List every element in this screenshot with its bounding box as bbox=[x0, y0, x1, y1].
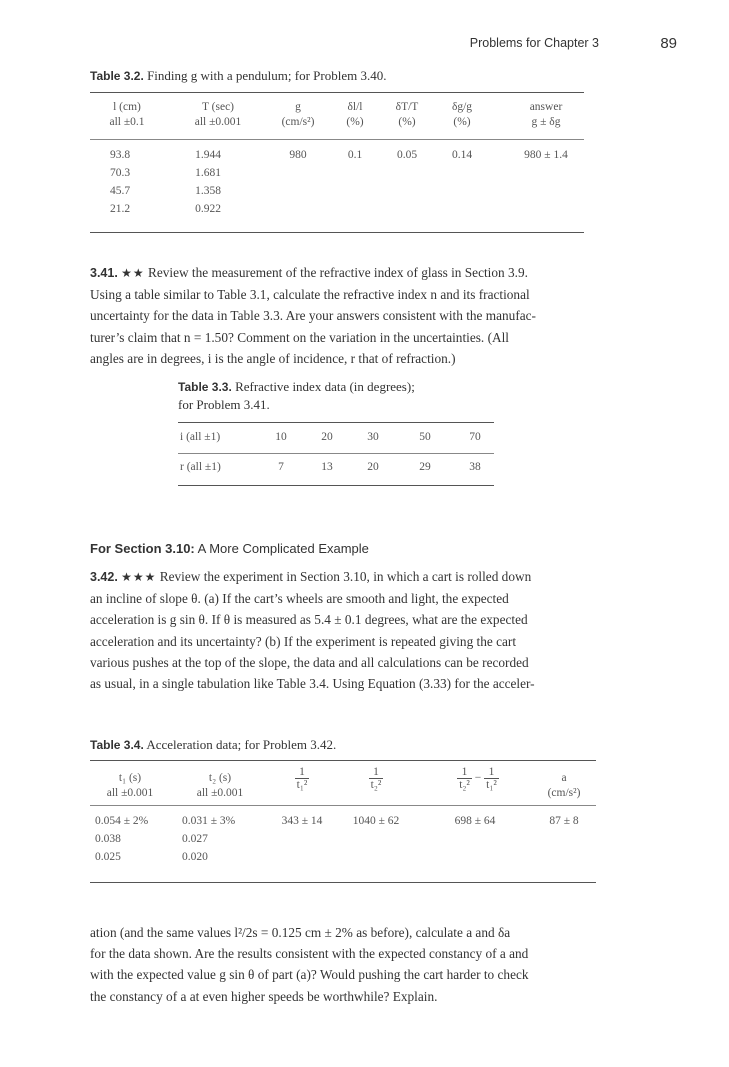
table-label: Table 3.2. bbox=[90, 69, 144, 83]
running-head bbox=[0, 36, 729, 56]
column-header: $\frac{1}{\text{t₂²}}$ − $\frac{1}{\text{t₁²}}$ bbox=[459, 766, 497, 791]
table-header-rule bbox=[90, 139, 584, 140]
table-3-4-caption: Table 3.4. Acceleration data; for Problem 3.42. bbox=[90, 737, 337, 752]
table-top-rule bbox=[90, 760, 596, 761]
problem-first-line: 3.41. ★★ Review the measurement of the refractive index of glass in Section 3.9. bbox=[90, 265, 528, 280]
page-number: 89 bbox=[660, 35, 677, 52]
table-bottom-rule bbox=[90, 232, 584, 233]
column-header: δT/T (%) bbox=[395, 101, 419, 128]
problem-line: as usual, in a single tabulation like Table 3.4. Using Equation (3.33) for the acceler- bbox=[90, 676, 535, 692]
table-label: Table 3.3. bbox=[178, 380, 232, 394]
table-label: Table 3.4. bbox=[90, 738, 144, 752]
column-header: $\frac{1}{\text{t₁²}}$ bbox=[296, 766, 308, 791]
table-top-rule bbox=[90, 92, 584, 93]
problem-line: acceleration is g sin θ. If θ is measured as 5.4 ± 0.1 degrees, what are the expected bbox=[90, 612, 528, 628]
difficulty-stars-icon: ★★ bbox=[121, 266, 145, 280]
problem-line: the constancy of a at even higher speeds be worthwhile? Explain. bbox=[90, 988, 438, 1004]
running-title: Problems for Chapter 3 bbox=[469, 36, 599, 50]
problem-3-42 bbox=[90, 566, 595, 694]
column-header: a (cm/s²) bbox=[547, 772, 581, 799]
problem-line: ation (and the same values l²/2s = 0.125 cm ± 2% as before), calculate a and δa bbox=[90, 925, 511, 940]
difficulty-stars-icon: ★★★ bbox=[121, 570, 157, 584]
table-3-3-caption: Table 3.3. Refractive index data (in degrees); for Problem 3.41. bbox=[178, 379, 415, 412]
column-header: δl/l (%) bbox=[346, 101, 364, 128]
problem-line: an incline of slope θ. (a) If the cart’s wheels are smooth and light, the expected bbox=[90, 591, 509, 607]
problem-line: Using a table similar to Table 3.1, calculate the refractive index n and its fractional bbox=[90, 287, 530, 303]
table-row-rule bbox=[178, 453, 494, 454]
table-caption-text: Finding g with a pendulum; for Problem 3.40. bbox=[147, 68, 387, 83]
problem-3-41 bbox=[90, 262, 595, 369]
table-bottom-rule bbox=[178, 485, 494, 486]
column-header: g (cm/s²) bbox=[281, 101, 315, 128]
table-bottom-rule bbox=[90, 882, 596, 883]
problem-number: 3.41. bbox=[90, 266, 118, 280]
table-3-2-caption bbox=[90, 68, 386, 84]
problem-line: turer’s claim that n = 1.50? Comment on the variation in the uncertainties. (All bbox=[90, 329, 509, 345]
problem-line: various pushes at the top of the slope, the data and all calculations can be recorded bbox=[90, 654, 529, 670]
section-heading: For Section 3.10: A More Complicated Example bbox=[90, 541, 369, 556]
problem-first-line: 3.42. ★★★ Review the experiment in Section 3.10, in which a cart is rolled down bbox=[90, 569, 532, 584]
problem-line: angles are in degrees, i is the angle of incidence, r that of refraction.) bbox=[90, 350, 456, 366]
column-header: t₂ (s) all ±0.001 bbox=[196, 772, 244, 799]
column-header: $\frac{1}{\text{t₂²}}$ bbox=[370, 766, 382, 791]
column-header: T (sec) all ±0.001 bbox=[194, 101, 242, 128]
table-top-rule bbox=[178, 422, 494, 423]
problem-3-42-continuation bbox=[90, 922, 595, 1007]
problem-number: 3.42. bbox=[90, 570, 118, 584]
problem-line: for the data shown. Are the results consistent with the expected constancy of a and bbox=[90, 946, 529, 962]
column-header: t₁ (s) all ±0.001 bbox=[106, 772, 154, 799]
column-header: answer g ± δg bbox=[529, 101, 563, 128]
problem-line: uncertainty for the data in Table 3.3. Are your answers consistent with the manufac- bbox=[90, 308, 536, 324]
problem-line: with the expected value g sin θ of part (a)? Would pushing the cart harder to check bbox=[90, 967, 529, 983]
column-header: l (cm) all ±0.1 bbox=[109, 101, 145, 128]
column-header: δg/g (%) bbox=[451, 101, 473, 128]
table-header-rule bbox=[90, 805, 596, 806]
problem-line: acceleration and its uncertainty? (b) If the experiment is repeated giving the cart bbox=[90, 633, 517, 649]
